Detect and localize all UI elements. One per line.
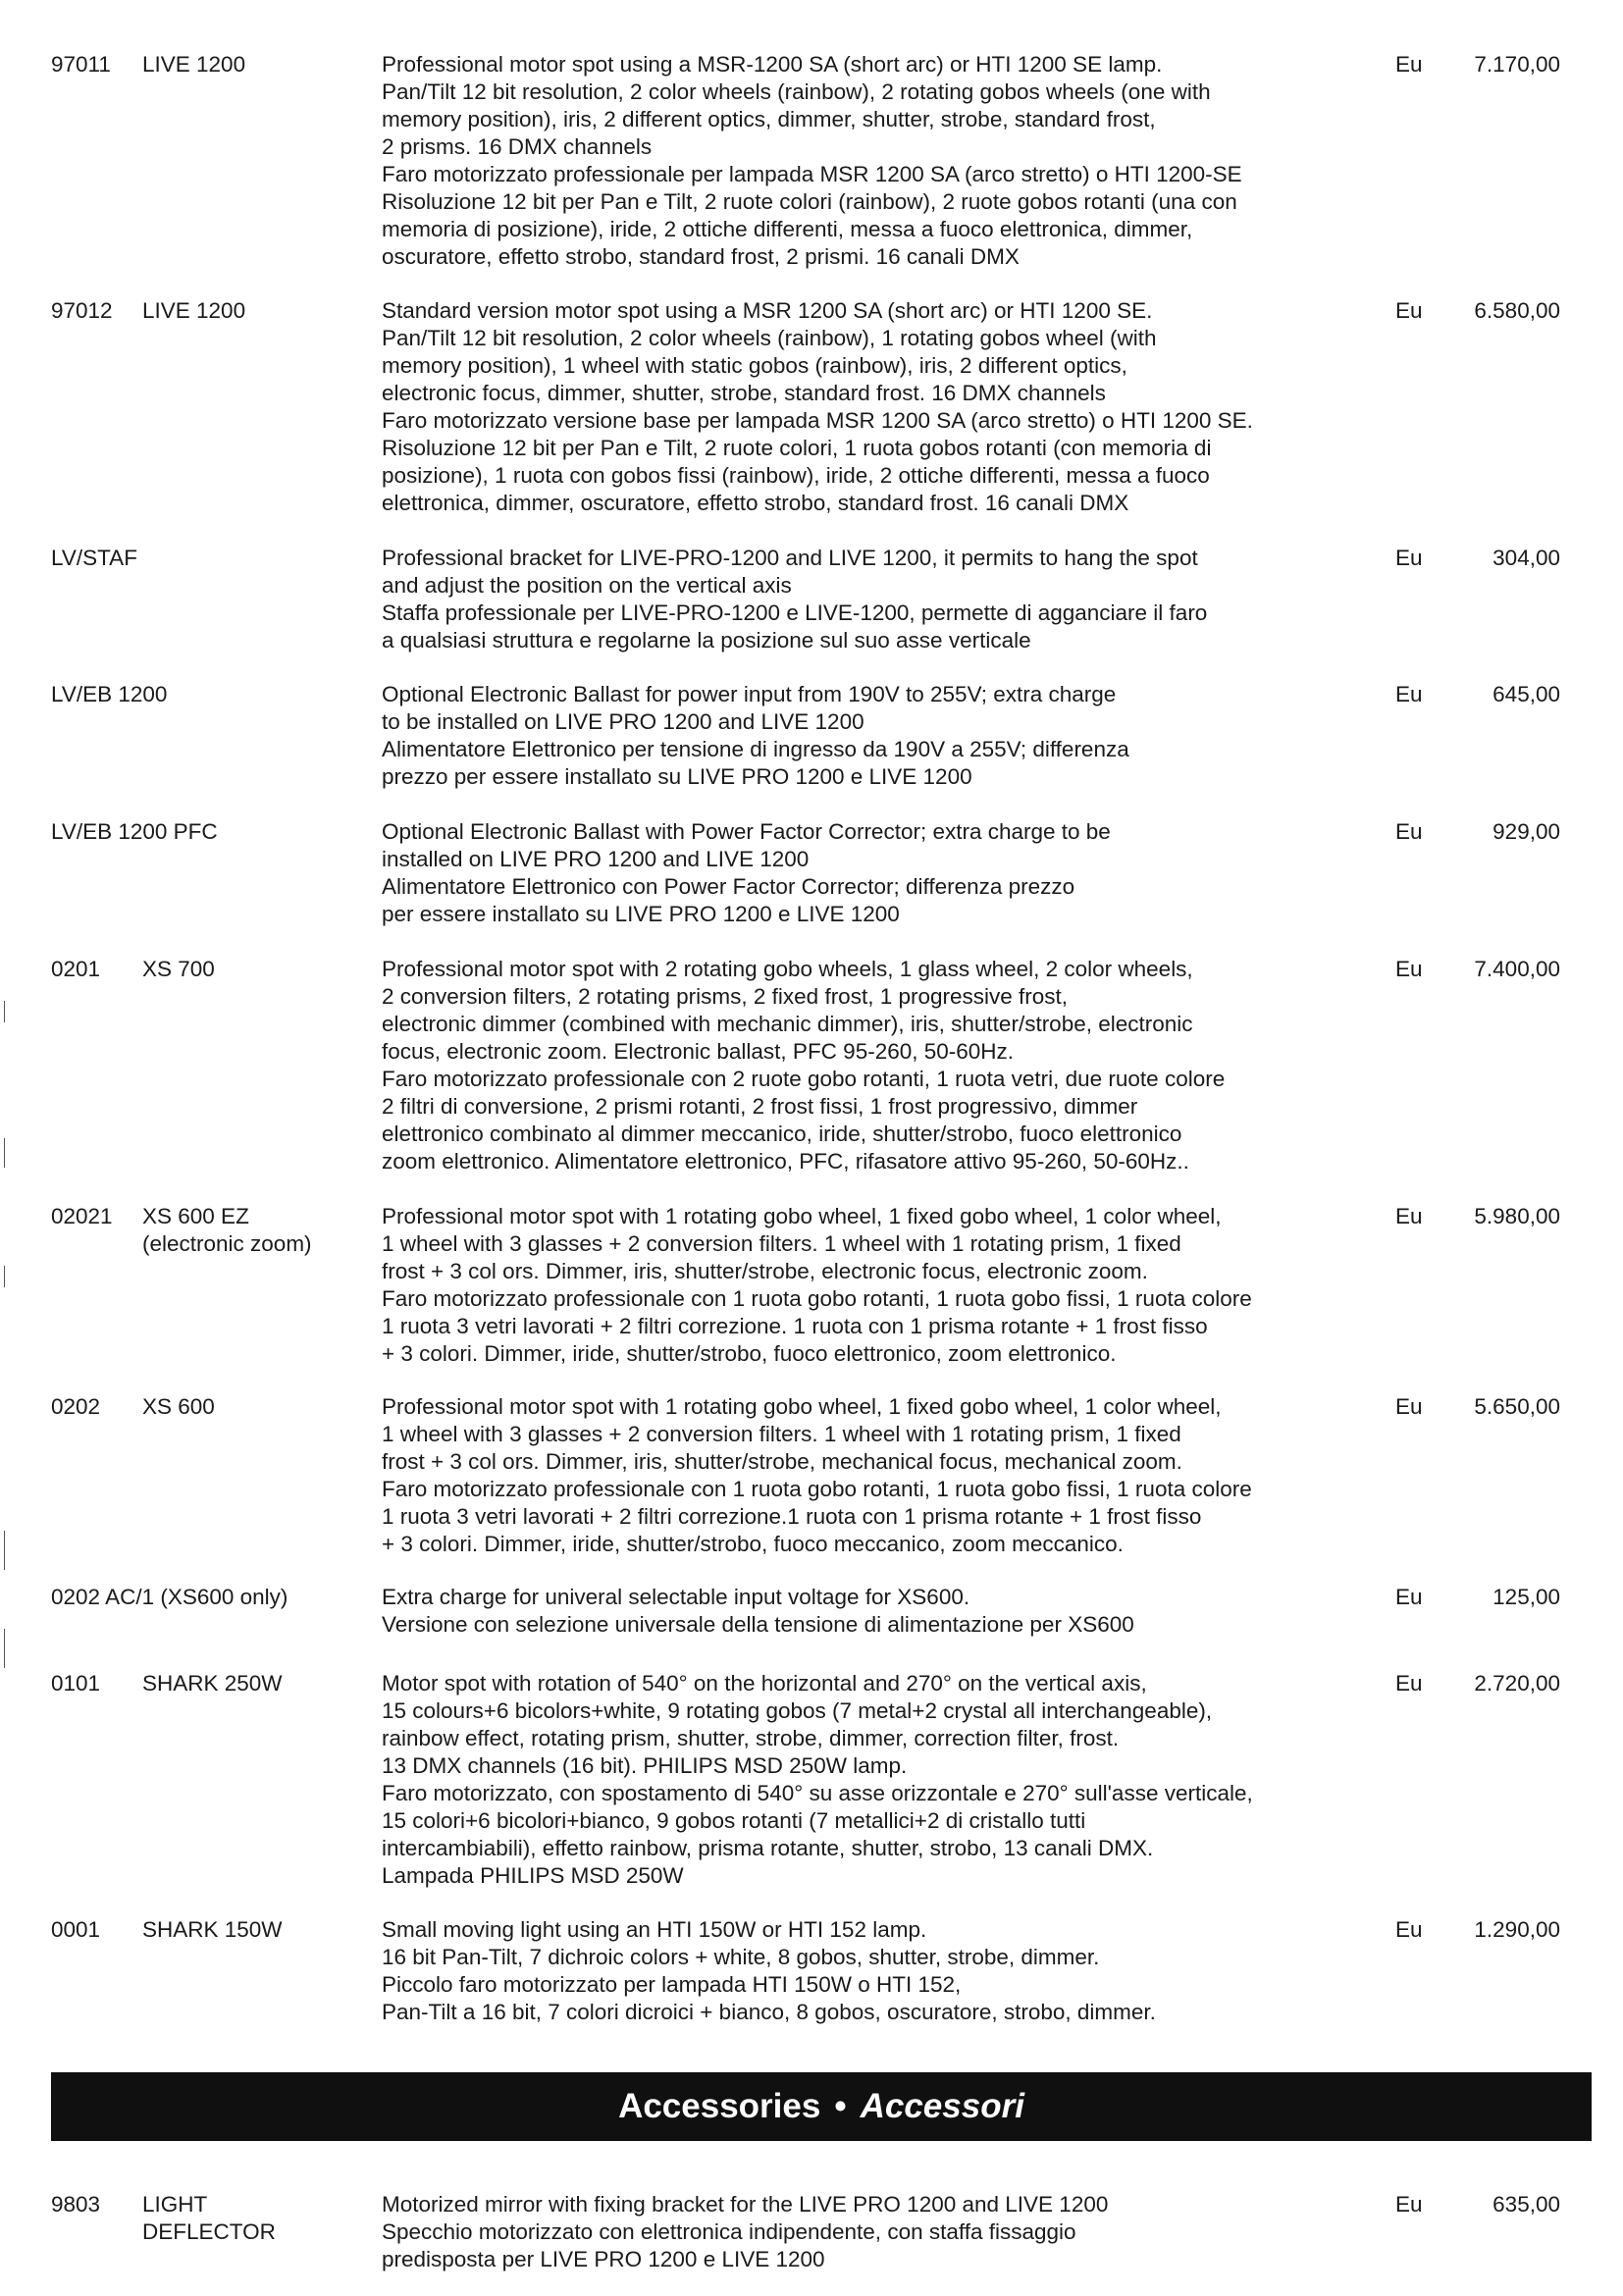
- product-name-line: LIGHT: [142, 2192, 208, 2217]
- price: 6.580,00: [1474, 298, 1560, 323]
- description-line: Faro motorizzato professionale con 2 ruote gobo rotanti, 1 ruota vetri, due ruote colore: [382, 1067, 1226, 1091]
- description-line: 1 wheel with 3 glasses + 2 conversion filters. 1 wheel with 1 rotating prism, 1 fixed: [382, 1422, 1181, 1446]
- product-description: [382, 956, 1373, 1175]
- description-line: Staffa professionale per LIVE-PRO-1200 e LIVE-1200, permette di agganciare il faro: [382, 600, 1208, 625]
- price: 1.290,00: [1474, 1917, 1560, 1942]
- product-description: [382, 1393, 1373, 1558]
- description-line: memory position), 1 wheel with static gobos (rainbow), iris, 2 different optics,: [382, 353, 1127, 378]
- product-name-line: (electronic zoom): [142, 1231, 312, 1256]
- description-line: per essere installato su LIVE PRO 1200 e LIVE 1200: [382, 902, 900, 926]
- product-name: [142, 1203, 312, 1258]
- description-line: focus, electronic zoom. Electronic ballast, PFC 95-260, 50-60Hz.: [382, 1039, 1015, 1064]
- product-name: [142, 1393, 215, 1421]
- description-line: 1 ruota 3 vetri lavorati + 2 filtri correzione.1 ruota con 1 prisma rotante + 1 frost fisso: [382, 1504, 1202, 1529]
- currency: Eu: [1395, 1394, 1423, 1419]
- description-line: Professional motor spot using a MSR-1200 SA (short arc) or HTI 1200 SE lamp.: [382, 52, 1163, 77]
- description-line: 15 colours+6 bicolors+white, 9 rotating gobos (7 metal+2 crystal all interchangeable),: [382, 1698, 1213, 1723]
- scan-margin-mark: [4, 1531, 5, 1570]
- description-line: Small moving light using an HTI 150W or HTI 152 lamp.: [382, 1917, 927, 1942]
- banner-title-it: Accessori: [860, 2087, 1024, 2125]
- currency: Eu: [1395, 1917, 1423, 1942]
- description-line: Faro motorizzato professionale per lampada MSR 1200 SA (arco stretto) o HTI 1200-SE: [382, 162, 1242, 186]
- description-line: + 3 colori. Dimmer, iride, shutter/strobo, fuoco elettronico, zoom elettronico.: [382, 1341, 1117, 1366]
- product-code: 0201: [51, 957, 101, 981]
- description-line: oscuratore, effetto strobo, standard frost, 2 prismi. 16 canali DMX: [382, 244, 1020, 269]
- description-line: memory position), iris, 2 different optics, dimmer, shutter, strobe, standard frost,: [382, 107, 1156, 131]
- product-name-line: XS 700: [142, 957, 215, 981]
- description-line: 15 colori+6 bicolori+bianco, 9 gobos rotanti (7 metallici+2 di cristallo tutti: [382, 1808, 1086, 1833]
- product-name-line: LIVE 1200: [142, 298, 246, 323]
- price: 5.980,00: [1474, 1204, 1560, 1228]
- product-description: [382, 1584, 1373, 1639]
- description-line: electronic dimmer (combined with mechanic dimmer), iris, shutter/strobe, electronic: [382, 1012, 1193, 1036]
- description-line: Piccolo faro motorizzato per lampada HTI 150W o HTI 152,: [382, 1972, 962, 1997]
- currency: Eu: [1395, 682, 1423, 706]
- description-line: Lampada PHILIPS MSD 250W: [382, 1863, 684, 1888]
- description-line: Risoluzione 12 bit per Pan e Tilt, 2 ruote colori (rainbow), 2 ruote gobos rotanti (una con: [382, 189, 1237, 214]
- description-line: zoom elettronico. Alimentatore elettronico, PFC, rifasatore attivo 95-260, 50-60Hz..: [382, 1149, 1189, 1174]
- price: 125,00: [1492, 1585, 1560, 1609]
- product-description: [382, 297, 1373, 517]
- description-line: Motor spot with rotation of 540° on the horizontal and 270° on the vertical axis,: [382, 1671, 1147, 1696]
- product-description: [382, 818, 1373, 928]
- product-name: [142, 956, 215, 983]
- price: 929,00: [1492, 819, 1560, 844]
- description-line: rainbow effect, rotating prism, shutter, strobe, dimmer, correction filter, frost.: [382, 1726, 1120, 1750]
- scan-margin-mark: [4, 1138, 5, 1168]
- description-line: 16 bit Pan-Tilt, 7 dichroic colors + white, 8 gobos, shutter, strobe, dimmer.: [382, 1945, 1100, 1969]
- price: 635,00: [1492, 2192, 1560, 2217]
- product-code: 0202: [51, 1394, 101, 1419]
- currency: Eu: [1395, 298, 1423, 323]
- description-line: Faro motorizzato, con spostamento di 540° su asse orizzontale e 270° sull'asse verticale,: [382, 1781, 1253, 1805]
- description-line: Motorized mirror with fixing bracket for the LIVE PRO 1200 and LIVE 1200: [382, 2192, 1109, 2217]
- product-name-line: LIVE 1200: [142, 52, 246, 77]
- currency: Eu: [1395, 52, 1423, 77]
- description-line: Versione con selezione universale della tensione di alimentazione per XS600: [382, 1612, 1134, 1637]
- description-line: Faro motorizzato professionale con 1 ruota gobo rotanti, 1 ruota gobo fissi, 1 ruota colore: [382, 1477, 1252, 1501]
- description-line: elettronico combinato al dimmer meccanico, iride, shutter/strobo, fuoco elettronico: [382, 1122, 1182, 1146]
- description-line: Alimentatore Elettronico con Power Factor Corrector; differenza prezzo: [382, 874, 1075, 899]
- description-line: a qualsiasi struttura e regolarne la posizione sul suo asse verticale: [382, 628, 1031, 652]
- product-name-line: XS 600 EZ: [142, 1204, 249, 1228]
- product-name: [142, 297, 245, 325]
- product-code: 0101: [51, 1671, 101, 1696]
- description-line: and adjust the position on the vertical axis: [382, 573, 792, 598]
- product-name-line: XS 600: [142, 1394, 215, 1419]
- price: 5.650,00: [1474, 1394, 1560, 1419]
- product-description: [382, 51, 1373, 271]
- product-description: [382, 1670, 1373, 1890]
- product-description: [382, 681, 1373, 791]
- price: 7.170,00: [1474, 52, 1560, 77]
- description-line: + 3 colori. Dimmer, iride, shutter/strobo, fuoco meccanico, zoom meccanico.: [382, 1532, 1124, 1556]
- product-description: [382, 1203, 1373, 1368]
- description-line: Faro motorizzato professionale con 1 ruota gobo rotanti, 1 ruota gobo fissi, 1 ruota colore: [382, 1286, 1252, 1311]
- scan-margin-mark: [4, 1266, 5, 1287]
- banner-title-en: Accessories: [618, 2087, 821, 2125]
- currency: Eu: [1395, 819, 1423, 844]
- currency: Eu: [1395, 1204, 1423, 1228]
- description-line: Optional Electronic Ballast with Power Factor Corrector; extra charge to be: [382, 819, 1111, 844]
- description-line: Pan/Tilt 12 bit resolution, 2 color wheels (rainbow), 1 rotating gobos wheel (with: [382, 326, 1157, 350]
- product-code: 0001: [51, 1917, 101, 1942]
- description-line: Professional motor spot with 2 rotating gobo wheels, 1 glass wheel, 2 color wheels,: [382, 957, 1193, 981]
- description-line: Risoluzione 12 bit per Pan e Tilt, 2 ruote colori, 1 ruota gobos rotanti (con memoria di: [382, 436, 1212, 460]
- description-line: Faro motorizzato versione base per lampada MSR 1200 SA (arco stretto) o HTI 1200 SE.: [382, 408, 1253, 433]
- product-description: [382, 545, 1373, 654]
- description-line: to be installed on LIVE PRO 1200 and LIVE 1200: [382, 709, 864, 734]
- currency: Eu: [1395, 2192, 1423, 2217]
- currency: Eu: [1395, 1671, 1423, 1696]
- description-line: frost + 3 col ors. Dimmer, iris, shutter/strobe, electronic focus, electronic zoom.: [382, 1259, 1148, 1283]
- price: 304,00: [1492, 546, 1560, 570]
- price: 7.400,00: [1474, 957, 1560, 981]
- product-code: LV/EB 1200: [51, 682, 168, 706]
- description-line: 2 conversion filters, 2 rotating prisms, 2 fixed frost, 1 progressive frost,: [382, 984, 1069, 1009]
- section-banner-accessories: [51, 2072, 1592, 2141]
- description-line: Specchio motorizzato con elettronica indipendente, con staffa fissaggio: [382, 2219, 1076, 2244]
- description-line: 2 filtri di conversione, 2 prismi rotanti, 2 frost fissi, 1 frost progressivo, dimmer: [382, 1094, 1138, 1119]
- description-line: installed on LIVE PRO 1200 and LIVE 1200: [382, 847, 810, 871]
- description-line: Standard version motor spot using a MSR 1200 SA (short arc) or HTI 1200 SE.: [382, 298, 1153, 323]
- currency: Eu: [1395, 957, 1423, 981]
- description-line: posizione), 1 ruota con gobos fissi (rainbow), iride, 2 ottiche differenti, messa a fuoco: [382, 463, 1210, 488]
- product-code: 97012: [51, 298, 113, 323]
- description-line: Pan-Tilt a 16 bit, 7 colori dicroici + bianco, 8 gobos, oscuratore, strobo, dimmer.: [382, 2000, 1156, 2024]
- description-line: electronic focus, dimmer, shutter, strobe, standard frost. 16 DMX channels: [382, 381, 1106, 405]
- description-line: frost + 3 col ors. Dimmer, iris, shutter/strobe, mechanical focus, mechanical zoom.: [382, 1449, 1182, 1474]
- scan-margin-mark: [4, 1001, 5, 1022]
- description-line: intercambiabili), effetto rainbow, prisma rotante, shutter, strobo, 13 canali DMX.: [382, 1836, 1154, 1860]
- description-line: Pan/Tilt 12 bit resolution, 2 color wheels (rainbow), 2 rotating gobos wheels (one with: [382, 79, 1211, 104]
- scan-margin-mark: [4, 1629, 5, 1668]
- product-name-line: SHARK 250W: [142, 1671, 283, 1696]
- currency: Eu: [1395, 546, 1423, 570]
- description-line: 1 wheel with 3 glasses + 2 conversion filters. 1 wheel with 1 rotating prism, 1 fixed: [382, 1231, 1181, 1256]
- product-code: LV/EB 1200 PFC: [51, 819, 218, 844]
- currency: Eu: [1395, 1585, 1423, 1609]
- description-line: Optional Electronic Ballast for power input from 190V to 255V; extra charge: [382, 682, 1117, 706]
- product-code: 0202 AC/1 (XS600 only): [51, 1585, 288, 1609]
- product-description: [382, 1916, 1373, 2026]
- product-code: 97011: [51, 52, 111, 77]
- description-line: Professional bracket for LIVE-PRO-1200 and LIVE 1200, it permits to hang the spot: [382, 546, 1198, 570]
- product-name: [142, 2191, 276, 2246]
- description-line: Extra charge for univeral selectable input voltage for XS600.: [382, 1585, 970, 1609]
- product-name-line: DEFLECTOR: [142, 2219, 276, 2244]
- product-code: 9803: [51, 2192, 101, 2217]
- product-code: 02021: [51, 1204, 113, 1228]
- description-line: 1 ruota 3 vetri lavorati + 2 filtri correzione. 1 ruota con 1 prisma rotante + 1 frost fisso: [382, 1314, 1208, 1338]
- product-description: [382, 2191, 1373, 2273]
- description-line: prezzo per essere installato su LIVE PRO 1200 e LIVE 1200: [382, 764, 972, 789]
- product-name-line: SHARK 150W: [142, 1917, 283, 1942]
- description-line: Professional motor spot with 1 rotating gobo wheel, 1 fixed gobo wheel, 1 color wheel,: [382, 1394, 1222, 1419]
- description-line: memoria di posizione), iride, 2 ottiche differenti, messa a fuoco elettronica, dimmer,: [382, 217, 1193, 241]
- product-name: [142, 1916, 283, 1944]
- description-line: Professional motor spot with 1 rotating gobo wheel, 1 fixed gobo wheel, 1 color wheel,: [382, 1204, 1222, 1228]
- price: 645,00: [1492, 682, 1560, 706]
- price: 2.720,00: [1474, 1671, 1560, 1696]
- description-line: 13 DMX channels (16 bit). PHILIPS MSD 250W lamp.: [382, 1753, 908, 1778]
- product-name: [142, 51, 245, 78]
- description-line: elettronica, dimmer, oscuratore, effetto strobo, standard frost. 16 canali DMX: [382, 491, 1129, 515]
- product-name: [142, 1670, 283, 1697]
- product-code: LV/STAF: [51, 546, 137, 570]
- banner-separator: •: [834, 2087, 847, 2125]
- description-line: predisposta per LIVE PRO 1200 e LIVE 1200: [382, 2247, 825, 2271]
- description-line: Alimentatore Elettronico per tensione di ingresso da 190V a 255V; differenza: [382, 737, 1129, 761]
- description-line: 2 prisms. 16 DMX channels: [382, 134, 653, 159]
